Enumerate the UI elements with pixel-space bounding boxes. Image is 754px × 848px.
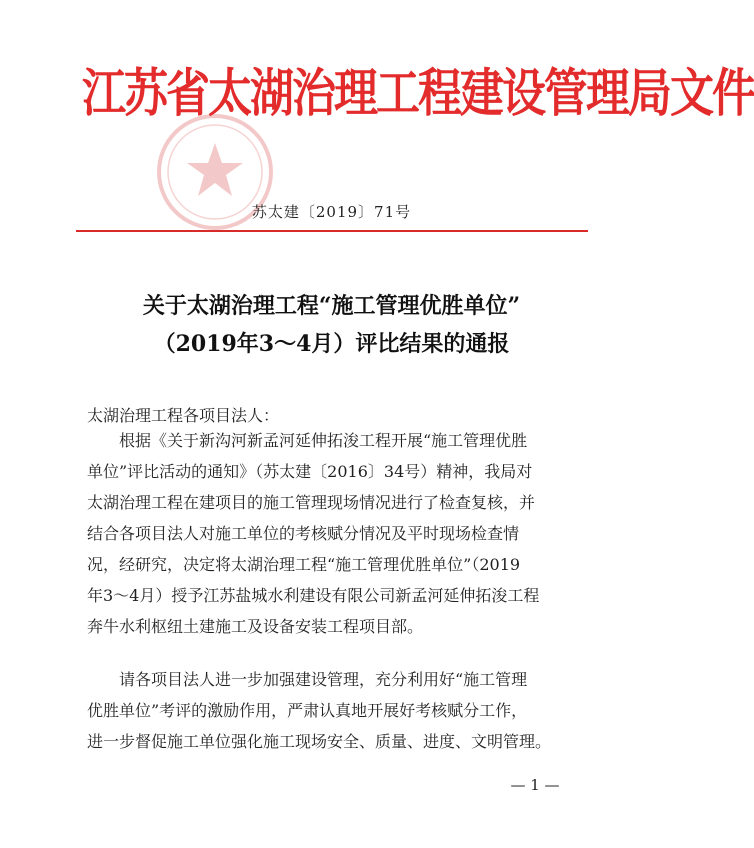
salutation: 太湖治理工程各项目法人：: [87, 406, 280, 425]
body-paragraph-2: [87, 664, 584, 757]
document-number: 苏太建〔2019〕71号: [251, 203, 412, 221]
body-paragraph-2-line-2: 优胜单位”考评的激励作用，严肃认真地开展好考核赋分工作，: [87, 701, 528, 720]
body-paragraph-1-line-6: 年3～4月）授予江苏盐城水利建设有限公司新孟河延伸拓浚工程: [87, 586, 540, 605]
notice-title-line-2: （2019年3～4月）评比结果的通报: [153, 331, 510, 357]
body-paragraph-1-line-4: 结合各项目法人对施工单位的考核赋分情况及平时现场检查情: [87, 524, 520, 543]
body-paragraph-1-line-1: 根据《关于新沟河新孟河延伸拓浚工程开展“施工管理优胜: [119, 431, 528, 450]
body-paragraph-1-line-2: 单位”评比活动的通知》（苏太建〔2016〕34号）精神，我局对: [87, 462, 533, 481]
body-paragraph-1-line-7: 奔牛水利枢纽土建施工及设备安装工程项目部。: [87, 617, 424, 636]
notice-title-line-1: 关于太湖治理工程“施工管理优胜单位”: [142, 293, 521, 319]
body-paragraph-1: [87, 425, 584, 642]
page-number: — 1 —: [510, 776, 560, 794]
document-header-title: 江苏省太湖治理工程建设管理局文件: [82, 63, 754, 124]
body-paragraph-2-line-3: 进一步督促施工单位强化施工现场安全、质量、进度、文明管理。: [87, 732, 552, 751]
body-paragraph-1-line-3: 太湖治理工程在建项目的施工管理现场情况进行了检查复核，并: [87, 493, 536, 512]
body-paragraph-2-line-1: 请各项目法人进一步加强建设管理，充分利用好“施工管理: [119, 670, 528, 689]
body-paragraph-1-line-5: 况，经研究，决定将太湖治理工程“施工管理优胜单位”（2019: [87, 555, 521, 574]
red-header-rule: [76, 230, 588, 232]
